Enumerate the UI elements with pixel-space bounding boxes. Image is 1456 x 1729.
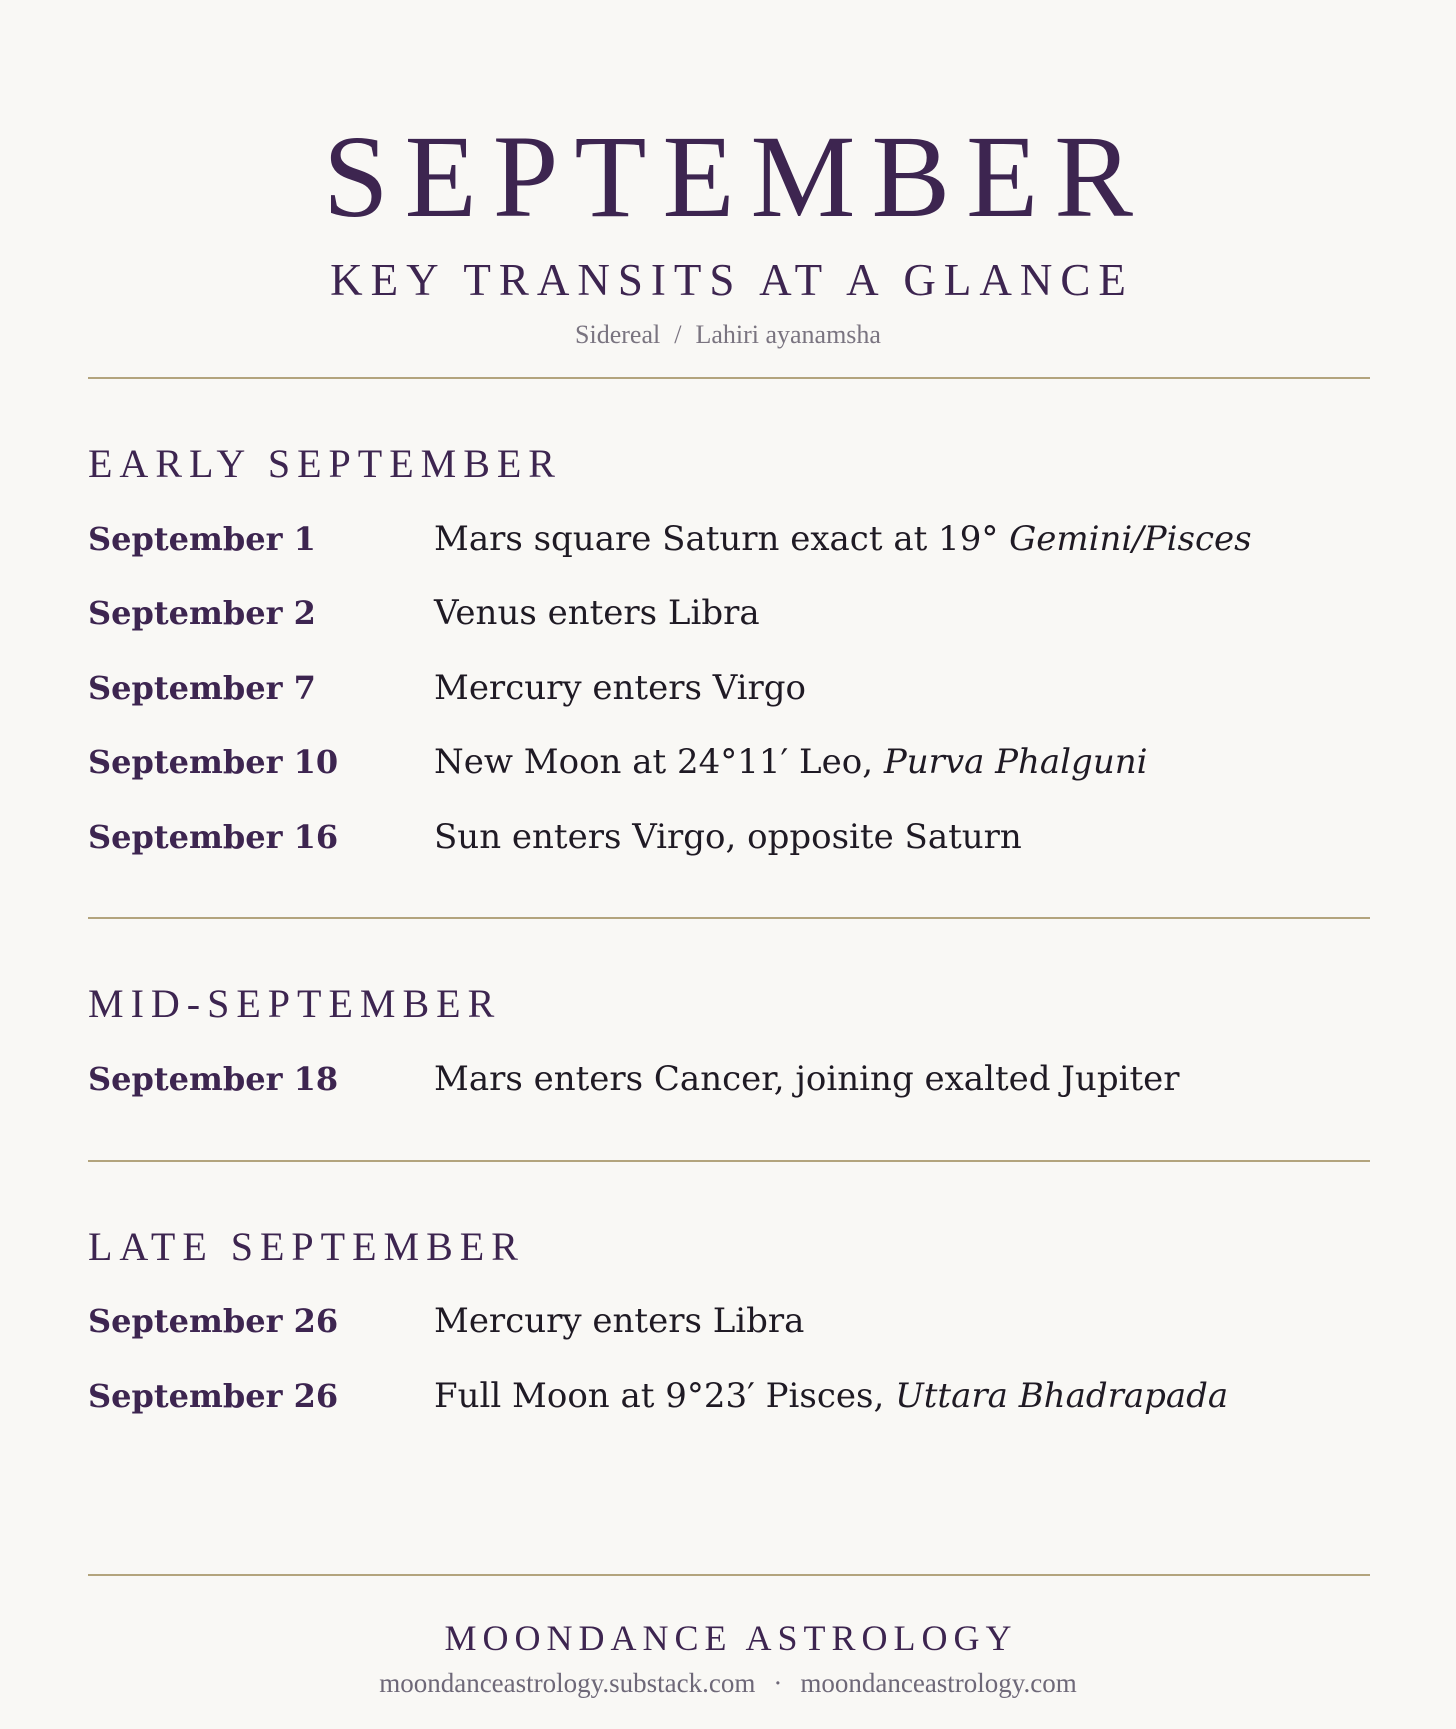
transit-row bbox=[88, 666, 1370, 710]
section-heading-late: LATE SEPTEMBER bbox=[88, 1224, 525, 1269]
transit-event bbox=[434, 1057, 1180, 1101]
transit-event bbox=[434, 815, 1022, 859]
section-divider bbox=[88, 1160, 1370, 1162]
transit-event-italic: Purva Phalguni bbox=[883, 742, 1148, 782]
transit-event bbox=[434, 591, 760, 635]
transit-row bbox=[88, 740, 1370, 784]
footer-dot-separator: · bbox=[773, 1668, 783, 1698]
page-subtitle: KEY TRANSITS AT A GLANCE bbox=[330, 255, 1134, 305]
footer-links bbox=[0, 1670, 1456, 1697]
zodiac-system-note bbox=[0, 322, 1456, 348]
transit-event-italic: Uttara Bhadrapada bbox=[895, 1376, 1229, 1416]
transit-event-text: Mercury enters Libra bbox=[434, 1301, 805, 1341]
transit-date: September 1 bbox=[88, 520, 316, 558]
transit-event-text: Mars square Saturn exact at 19° bbox=[434, 519, 999, 559]
transit-row bbox=[88, 815, 1370, 859]
transit-date: September 26 bbox=[88, 1377, 339, 1415]
transit-date: September 7 bbox=[88, 669, 316, 707]
transit-event bbox=[434, 740, 1148, 784]
transit-event-text: Mercury enters Virgo bbox=[434, 668, 807, 708]
page-title: SEPTEMBER bbox=[323, 111, 1149, 242]
transit-event bbox=[434, 517, 1252, 561]
transit-event bbox=[434, 666, 806, 710]
transit-event-text: Full Moon at 9°23′ Pisces, bbox=[434, 1376, 885, 1416]
zodiac-label: Sidereal bbox=[575, 320, 661, 349]
transit-row bbox=[88, 1299, 1370, 1343]
transit-date: September 2 bbox=[88, 594, 316, 632]
transit-date: September 16 bbox=[88, 818, 339, 856]
transit-event-text: Sun enters Virgo, opposite Saturn bbox=[434, 817, 1022, 857]
transit-date: September 26 bbox=[88, 1302, 339, 1340]
transit-row bbox=[88, 591, 1370, 635]
section-heading-early: EARLY SEPTEMBER bbox=[88, 441, 562, 486]
transit-row bbox=[88, 517, 1370, 561]
footer-link-website[interactable]: moondanceastrology.com bbox=[800, 1668, 1077, 1698]
header-divider bbox=[88, 377, 1370, 379]
transit-event-text: Venus enters Libra bbox=[434, 593, 760, 633]
transit-date: September 10 bbox=[88, 743, 339, 781]
footer-divider bbox=[88, 1574, 1370, 1576]
section-divider bbox=[88, 917, 1370, 919]
footer-link-substack[interactable]: moondanceastrology.substack.com bbox=[379, 1668, 756, 1698]
footer-brand: MOONDANCE ASTROLOGY bbox=[444, 1618, 1018, 1658]
transit-event-text: New Moon at 24°11′ Leo, bbox=[434, 742, 874, 782]
transit-date: September 18 bbox=[88, 1060, 339, 1098]
transit-event bbox=[434, 1374, 1228, 1418]
transit-event-italic: Gemini/Pisces bbox=[1009, 519, 1252, 559]
transit-row bbox=[88, 1057, 1370, 1101]
zodiac-separator: / bbox=[674, 320, 682, 349]
transit-event bbox=[434, 1299, 804, 1343]
ayanamsha-label: Lahiri ayanamsha bbox=[695, 320, 881, 349]
transit-row bbox=[88, 1374, 1370, 1418]
section-heading-mid: MID-SEPTEMBER bbox=[88, 981, 502, 1026]
transit-event-text: Mars enters Cancer, joining exalted Jupiter bbox=[434, 1059, 1180, 1099]
